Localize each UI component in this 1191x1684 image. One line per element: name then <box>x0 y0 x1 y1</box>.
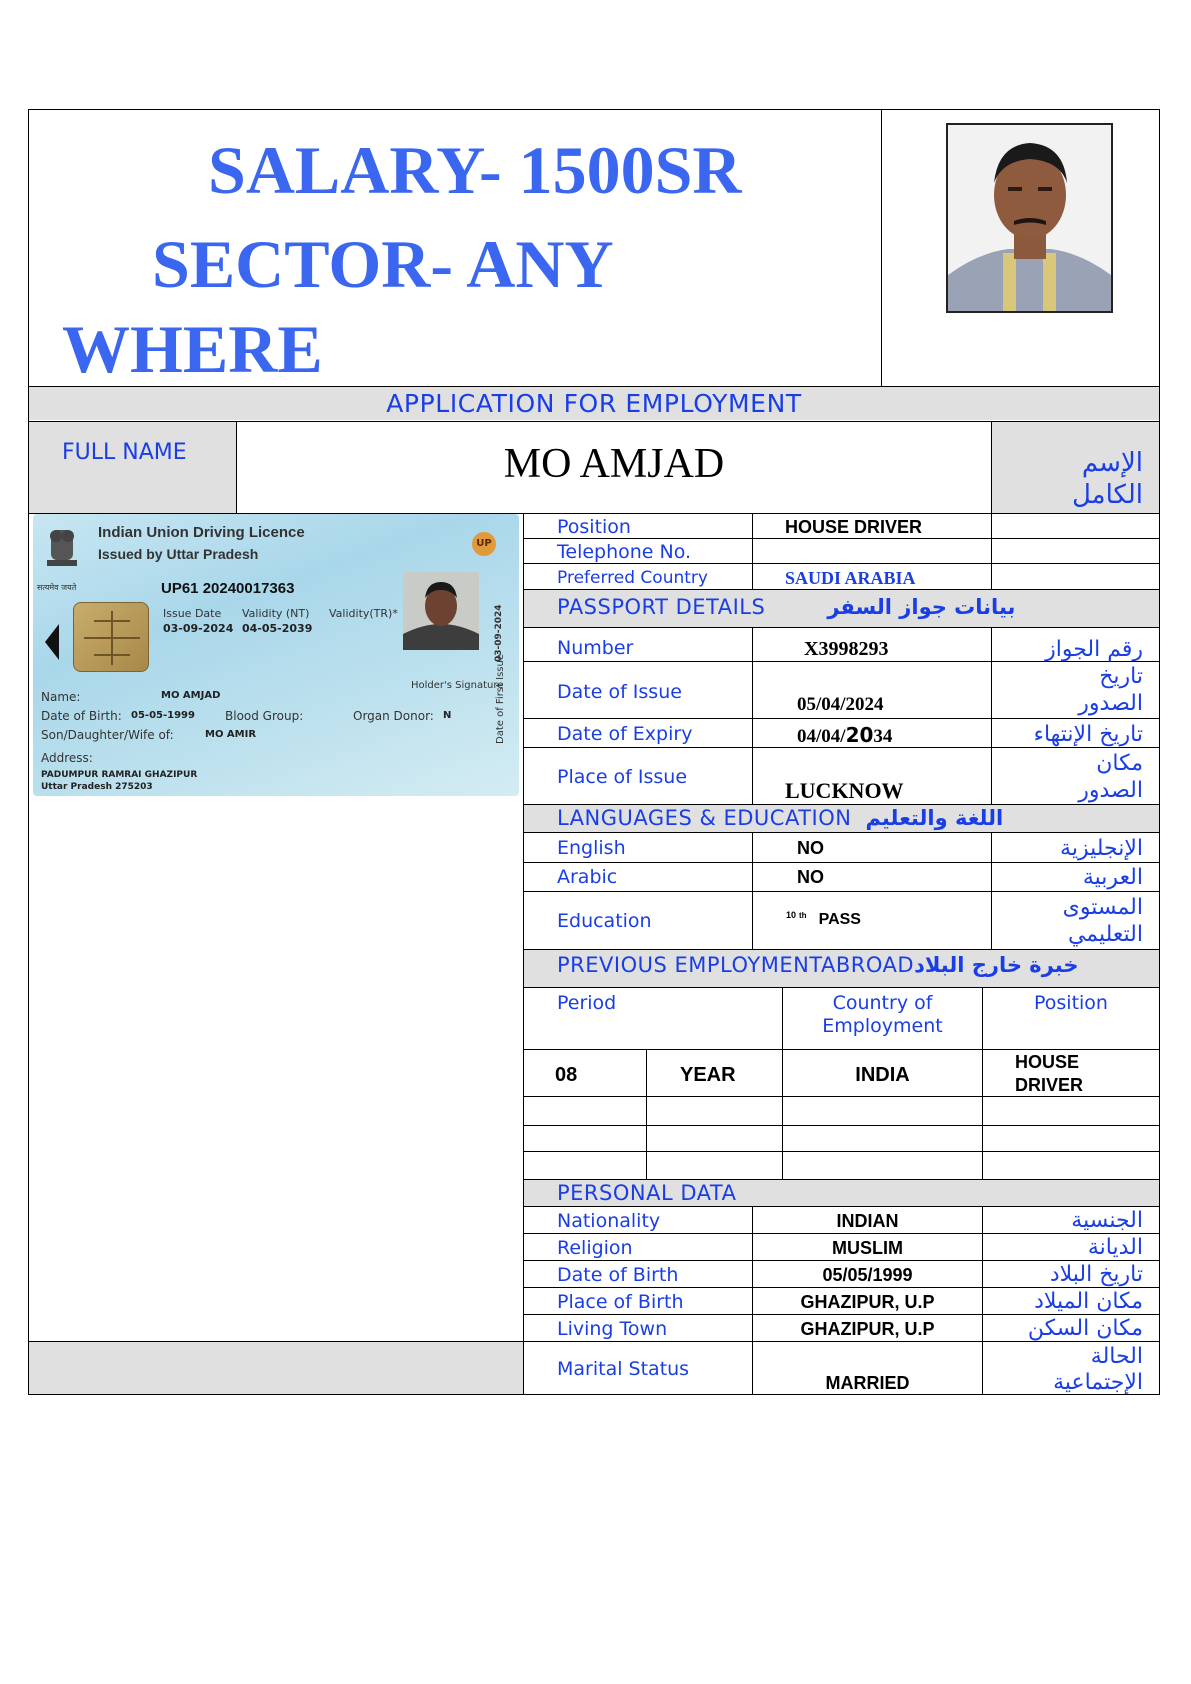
arabic-ar: العربية <box>1082 865 1143 890</box>
employment-position-2: DRIVER <box>1015 1075 1084 1095</box>
passport-heading: PASSPORT DETAILS بيانات جواز السفر <box>557 595 1016 619</box>
marital-ar-2: الإجتماعية <box>1053 1370 1143 1395</box>
place-ar-2: الصدور <box>1078 778 1143 803</box>
address-line-1: PADUMPUR RAMRAI GHAZIPUR <box>41 770 198 780</box>
issue-date: 03-09-2024 <box>163 622 234 635</box>
expiry-ar: تاريخ الإنتهاء <box>1033 722 1143 747</box>
education-value: $^{10}$ $^{th}$ PASS <box>786 910 861 928</box>
country-header-2: Employment <box>822 1015 943 1037</box>
religion-label: Religion <box>557 1237 633 1259</box>
place-label: Place of Issue <box>557 766 688 788</box>
dob-value: 05/05/1999 <box>822 1265 913 1285</box>
passport-number-label: Number <box>557 637 634 659</box>
sector-headline-cont: WHERE <box>62 311 323 387</box>
education-ar: المستوى <box>1062 895 1143 920</box>
signature-label: Holder's Signature <box>411 680 504 691</box>
card-chip <box>73 602 149 672</box>
religion-ar: الديانة <box>1087 1235 1143 1260</box>
national-emblem-icon <box>41 524 83 582</box>
organ-donor-label: Organ Donor: <box>353 709 434 723</box>
address-line-2: Uttar Pradesh 275203 <box>41 782 153 792</box>
pob-value: GHAZIPUR, U.P <box>800 1292 935 1312</box>
issue-ar: تاريخ <box>1099 664 1143 689</box>
education-ar-2: التعليمي <box>1067 922 1143 947</box>
position-label: Position <box>557 516 631 538</box>
address-label: Address: <box>41 751 93 765</box>
licence-title: Indian Union Driving Licence <box>98 524 305 541</box>
country-label: Preferred Country <box>557 568 708 588</box>
driving-licence-card <box>33 514 519 796</box>
position-header: Position <box>1034 992 1108 1014</box>
employment-position: HOUSE <box>1015 1052 1080 1072</box>
relation-label: Son/Daughter/Wife of: <box>41 728 174 742</box>
pob-ar: مكان الميلاد <box>1034 1289 1143 1314</box>
licence-photo <box>403 572 479 650</box>
english-value: NO <box>797 838 824 858</box>
first-issue-label: Date of First Issue <box>495 654 506 744</box>
full-name-arabic-2: الكامل <box>1071 480 1143 510</box>
relation: MO AMIR <box>205 729 257 740</box>
validity-nt: 04-05-2039 <box>242 622 313 635</box>
issue-label: Date of Issue <box>557 681 682 703</box>
employment-heading: PREVIOUS EMPLOYMENTABROADخبرة خارج البلاد <box>557 953 1079 977</box>
expiry-label: Date of Expiry <box>557 723 693 745</box>
dob-ar: تاريخ البلاد <box>1049 1262 1143 1287</box>
state-badge: UP <box>472 532 496 556</box>
town-value: GHAZIPUR, U.P <box>800 1319 935 1339</box>
town-label: Living Town <box>557 1318 668 1340</box>
emblem-motto: सत्यमेव जयते <box>37 583 77 592</box>
english-ar: الإنجليزية <box>1060 836 1143 861</box>
nationality-ar: الجنسية <box>1071 1208 1143 1233</box>
position-value: HOUSE DRIVER <box>785 517 923 537</box>
card-name: MO AMJAD <box>161 690 221 701</box>
pob-label: Place of Birth <box>557 1291 684 1313</box>
expiry-value: 04/04/2034 <box>797 723 893 747</box>
bottom-left-band <box>29 1342 523 1394</box>
person-portrait-icon <box>948 125 1111 311</box>
organ-donor: N <box>443 710 452 721</box>
card-arrow-icon <box>43 622 61 662</box>
english-label: English <box>557 837 626 859</box>
town-ar: مكان السكن <box>1027 1316 1143 1341</box>
issue-value: 05/04/2024 <box>797 694 884 715</box>
chip-contacts-icon <box>74 603 150 673</box>
dob-label-personal: Date of Birth <box>557 1264 679 1286</box>
religion-value: MUSLIM <box>832 1238 903 1258</box>
marital-ar: الحالة <box>1090 1344 1143 1369</box>
dob-label: Date of Birth: <box>41 709 122 723</box>
validity-nt-label: Validity (NT) <box>242 607 310 620</box>
personal-heading: PERSONAL DATA <box>557 1181 737 1205</box>
country-header: Country of <box>832 992 933 1014</box>
telephone-label: Telephone No. <box>557 541 692 563</box>
card-dob: 05-05-1999 <box>131 710 195 721</box>
full-name-value: MO AMJAD <box>503 441 725 487</box>
first-issue-date: 03-09-2024 <box>494 604 504 662</box>
country-value: SAUDI ARABIA <box>785 568 916 588</box>
arabic-label: Arabic <box>557 866 618 888</box>
licence-portrait-icon <box>403 572 479 650</box>
languages-heading: LANGUAGES & EDUCATION اللغة والتعليم <box>557 806 1004 830</box>
employment-country: INDIA <box>855 1064 910 1086</box>
full-name-arabic: الإسم <box>1081 448 1143 478</box>
employment-unit: YEAR <box>680 1064 736 1086</box>
passport-number: X3998293 <box>804 638 889 660</box>
licence-issuer: Issued by Uttar Pradesh <box>98 546 259 562</box>
full-name-label: FULL NAME <box>62 440 187 465</box>
full-name-label-cell <box>29 422 236 513</box>
marital-label: Marital Status <box>557 1358 690 1380</box>
marital-value: MARRIED <box>825 1373 910 1393</box>
validity-tr-label: Validity(TR)* <box>329 607 398 620</box>
applicant-photo <box>946 123 1113 313</box>
nationality-value: INDIAN <box>836 1211 899 1231</box>
licence-number: UP61 20240017363 <box>161 580 295 597</box>
period-header: Period <box>557 992 617 1014</box>
form-title: APPLICATION FOR EMPLOYMENT <box>386 389 802 418</box>
nationality-label: Nationality <box>557 1210 661 1232</box>
issue-ar-2: الصدور <box>1078 691 1143 716</box>
place-value: LUCKNOW <box>785 778 904 803</box>
employment-years: 08 <box>555 1064 578 1086</box>
name-label: Name: <box>41 690 81 704</box>
passport-number-ar: رقم الجواز <box>1045 637 1143 662</box>
arabic-value: NO <box>797 867 824 887</box>
blood-group-label: Blood Group: <box>225 709 304 723</box>
sector-headline: SECTOR- ANY <box>152 226 614 302</box>
salary-headline: SALARY- 1500SR <box>208 132 742 208</box>
place-ar: مكان <box>1096 751 1143 776</box>
issue-date-label: Issue Date <box>163 607 222 620</box>
education-label: Education <box>557 910 652 932</box>
